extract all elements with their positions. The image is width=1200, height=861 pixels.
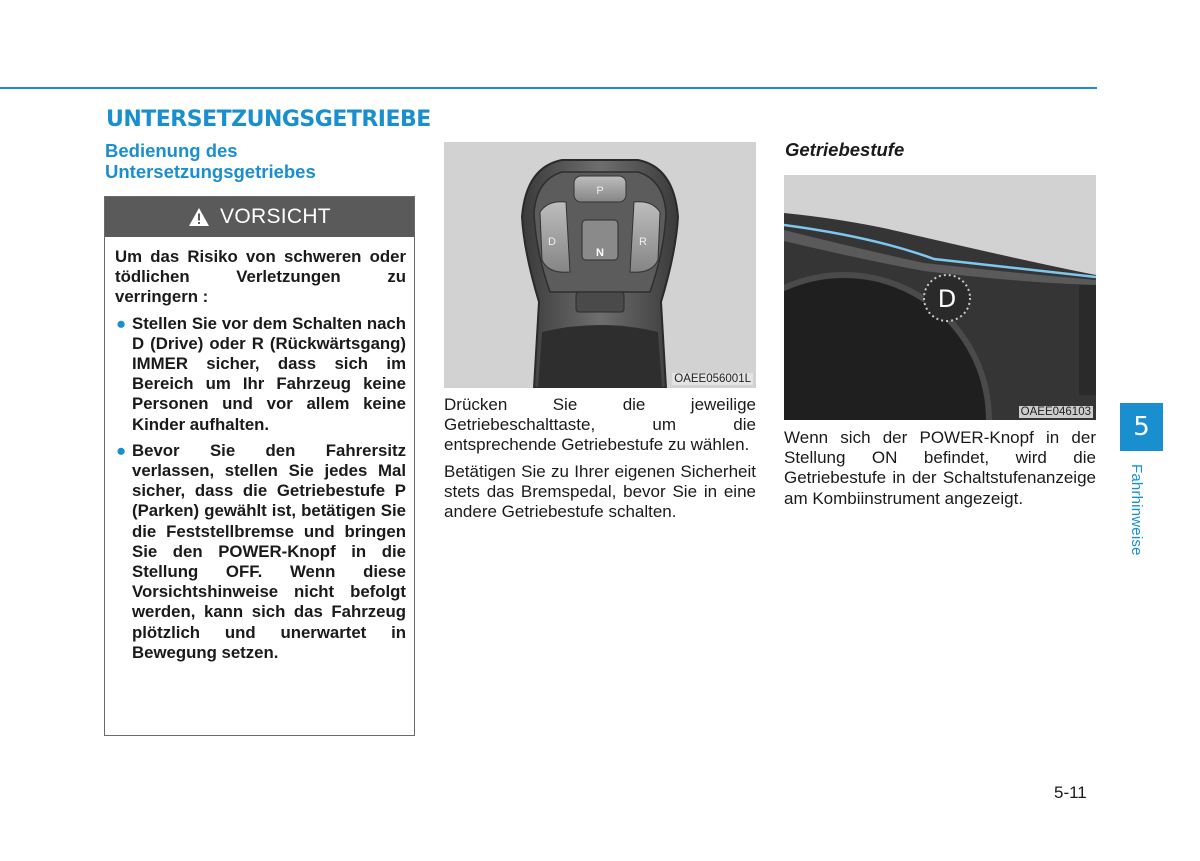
chapter-label: Fahrhinweise — [1128, 464, 1145, 556]
caution-header — [105, 197, 414, 237]
bullet-dot-icon: ● — [116, 313, 127, 333]
button-n-label: N — [596, 247, 604, 259]
section-title: UNTERSETZUNGSGETRIEBE — [106, 107, 431, 132]
caution-body — [105, 237, 414, 663]
cluster-illustration — [784, 175, 1096, 420]
paragraph: Wenn sich der POWER-Knopf in der Stellung ON befindet, wird die Getriebestufe in der Schaltstufenanzeige am Kombiinstrument angezeigt. — [784, 428, 1096, 508]
column3-title: Getriebestufe — [785, 139, 905, 160]
gear-selector-illustration — [444, 142, 756, 388]
button-r-label: R — [639, 236, 647, 248]
caution-bullet: ● Bevor Sie den Fahrersitz verlassen, stellen Sie jedes Mal sicher, dass die Getriebestufe P (Parken) gewählt ist, betätigen Sie die Feststellbremse und bringen Sie den POWER-Knopf in die Stellung OFF. Wenn diese Vorsichtshinweise nicht befolgt werden, kann sich das Fahrzeug plötzlich und unerwartet in Bewegung setzen. — [116, 440, 406, 662]
caution-list — [115, 314, 406, 663]
figure-code: OAEE046103 — [1020, 406, 1091, 418]
column3-text — [784, 428, 1096, 515]
paragraph: Drücken Sie die jeweilige Getriebeschalttaste, um die entsprechende Getriebestufe zu wählen. — [444, 395, 756, 455]
top-rule — [0, 87, 1097, 89]
gear-indicator-label: D — [937, 285, 957, 313]
gear-selector-figure — [444, 142, 756, 388]
page-number: 5-11 — [1054, 783, 1087, 802]
column2-text — [444, 395, 756, 528]
caution-box — [104, 196, 415, 736]
button-d-label: D — [548, 236, 556, 248]
chapter-number-tab: 5 — [1120, 403, 1163, 451]
cluster-figure — [784, 175, 1096, 420]
subsection-title: Bedienung des Untersetzungsgetriebes — [105, 140, 316, 182]
paragraph: Betätigen Sie zu Ihrer eigenen Sicherheit stets das Bremspedal, bevor Sie in eine andere Getriebestufe schalten. — [444, 461, 756, 522]
figure-code: OAEE056001L — [674, 373, 751, 385]
warning-triangle-icon — [188, 207, 210, 227]
button-p-label: P — [596, 185, 604, 197]
caution-heading: VORSICHT — [220, 205, 331, 228]
caution-intro: Um das Risiko von schweren oder tödlichen Verletzungen zu verringern : — [115, 247, 406, 307]
bullet-dot-icon: ● — [116, 440, 127, 460]
caution-bullet: ● Stellen Sie vor dem Schalten nach D (Drive) oder R (Rückwärtsgang) IMMER sicher, dass sich im Bereich um Ihr Fahrzeug keine Personen und vor allem keine Kinder aufhalten. — [116, 313, 406, 434]
